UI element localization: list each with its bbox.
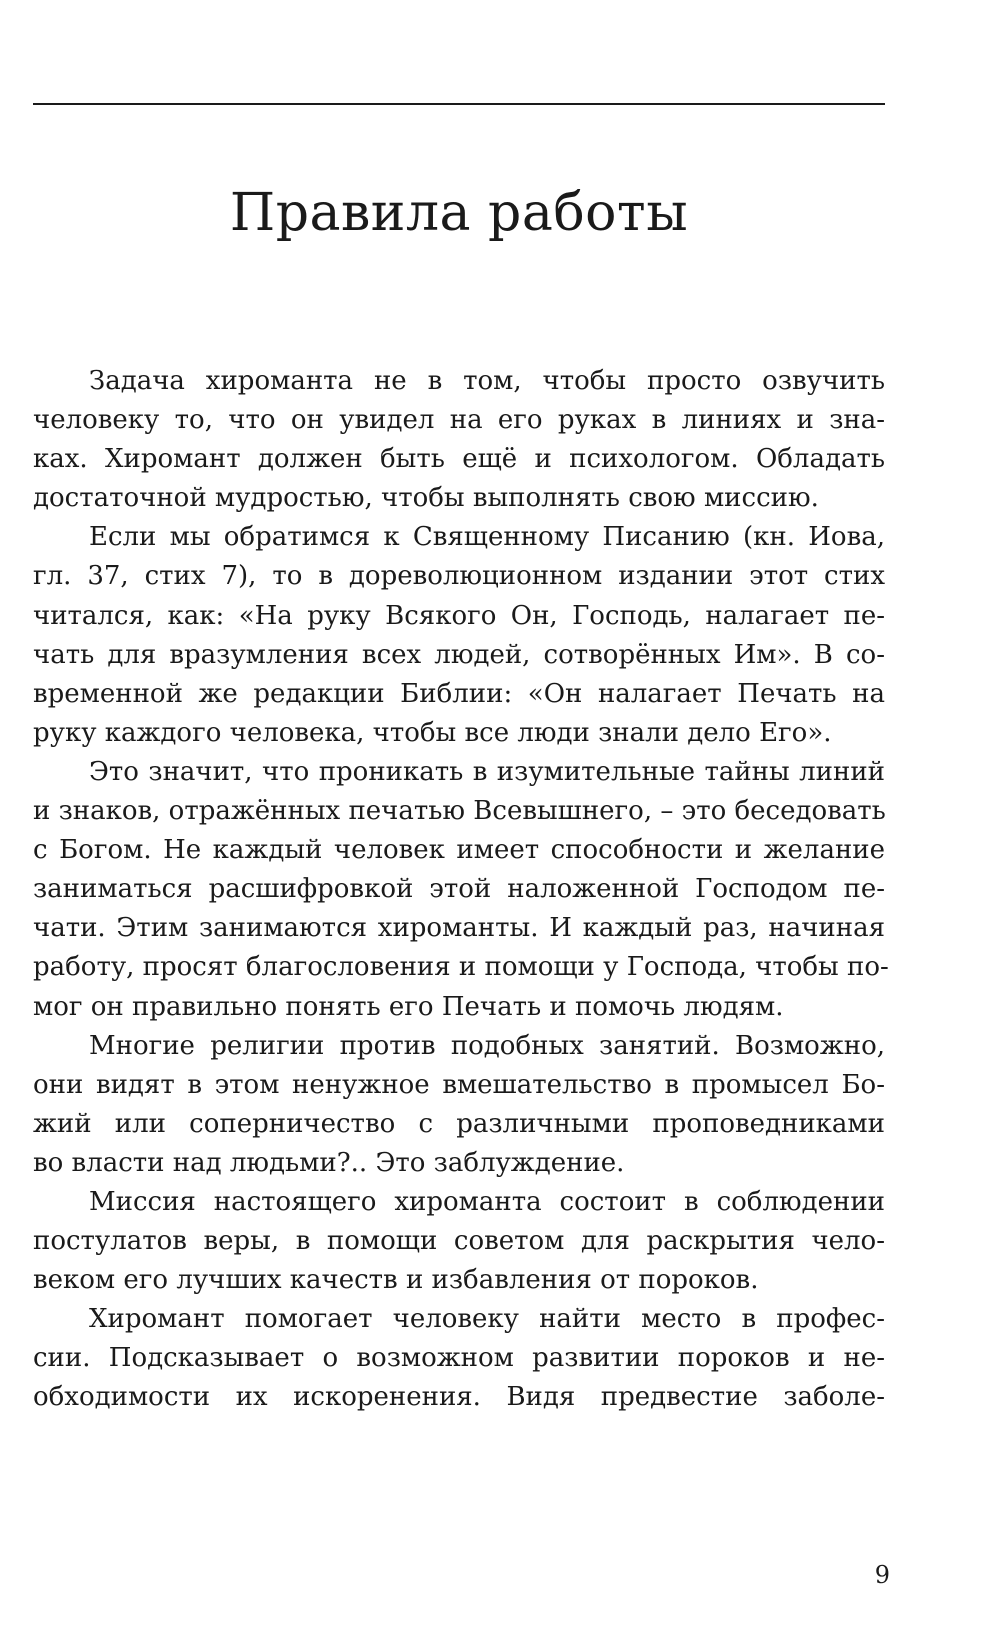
text-line: Задача хироманта не в том, чтобы просто озвучить — [89, 366, 885, 396]
text-line: ках. Хиромант должен быть ещё и психологом. Обладать — [33, 444, 885, 475]
text-line: временной же редакции Библии: «Он налагает Печать на — [33, 678, 885, 709]
chapter-title: Правила работы — [229, 183, 689, 243]
text-line: обходимости их искоренения. Видя предвестие заболе- — [33, 1382, 885, 1413]
text-line: руку каждого человека, чтобы все люди знали дело Его». — [33, 717, 832, 748]
text-line: чати. Этим занимаются хироманты. И каждый раз, начиная — [33, 913, 885, 944]
text-line: Если мы обратимся к Священному Писанию (кн. Иова, — [89, 522, 885, 553]
body-text — [33, 362, 889, 1418]
text-line: заниматься расшифровкой этой наложенной Господом пе- — [33, 874, 885, 905]
text-line: Это значит, что проникать в изумительные тайны линий — [89, 756, 885, 787]
text-line: они видят в этом ненужное вмешательство в промысел Бо- — [33, 1069, 885, 1100]
text-line: веком его лучших качеств и избавления от пороков. — [33, 1265, 759, 1296]
text-line: человеку то, что он увидел на его руках в линиях и зна- — [33, 405, 885, 436]
text-line: Хиромант помогает человеку найти место в профес- — [89, 1304, 885, 1335]
text-line: Многие религии против подобных занятий. Возможно, — [89, 1030, 885, 1061]
text-line: достаточной мудростью, чтобы выполнять свою миссию. — [33, 483, 819, 514]
text-line: во власти над людьми?.. Это заблуждение. — [33, 1147, 625, 1178]
page-number: 9 — [874, 1561, 890, 1589]
text-line: Миссия настоящего хироманта состоит в соблюдении — [89, 1186, 885, 1217]
text-line: и знаков, отражённых печатью Всевышнего, – это беседовать — [33, 796, 886, 827]
text-line: с Богом. Не каждый человек имеет способности и желание — [33, 835, 885, 866]
text-line: читался, как: «На руку Всякого Он, Господь, налагает пе- — [33, 600, 885, 631]
text-line: работу, просят благословения и помощи у Господа, чтобы по- — [33, 952, 889, 983]
text-line: жий или соперничество с различными проповедниками — [33, 1108, 885, 1139]
text-line: мог он правильно понять его Печать и помочь людям. — [33, 991, 784, 1022]
text-line: сии. Подсказывает о возможном развитии пороков и не- — [33, 1343, 885, 1374]
text-line: чать для вразумления всех людей, сотворённых Им». В со- — [33, 639, 885, 670]
text-line: гл. 37, стих 7), то в дореволюционном издании этот стих — [33, 561, 885, 592]
text-line: постулатов веры, в помощи советом для раскрытия чело- — [33, 1226, 885, 1257]
header-rule — [33, 103, 885, 105]
